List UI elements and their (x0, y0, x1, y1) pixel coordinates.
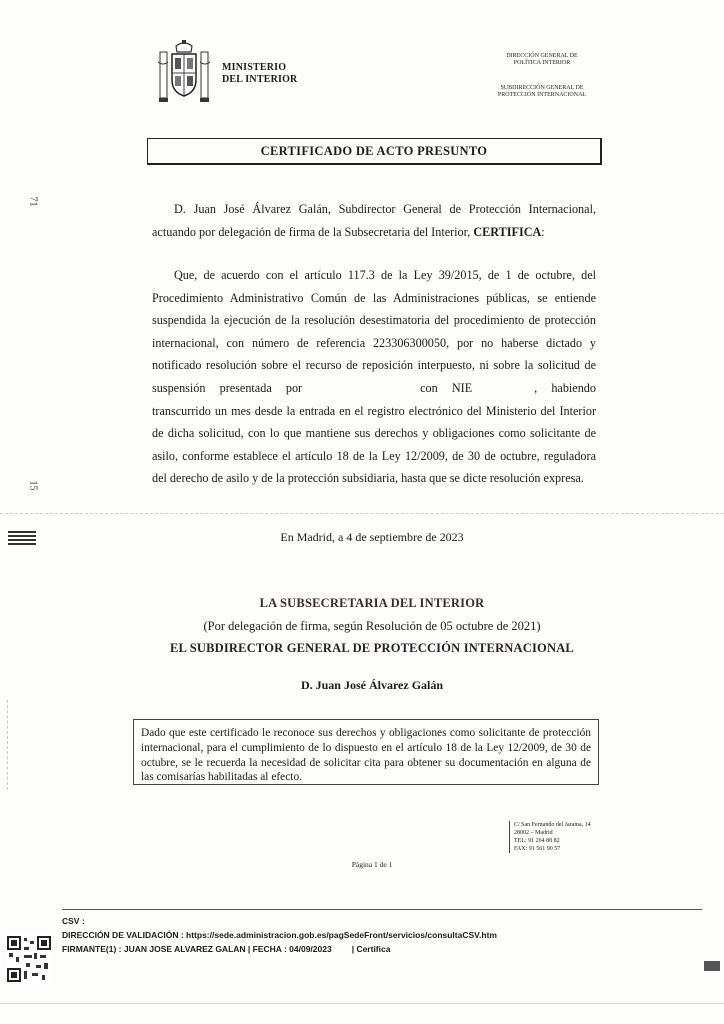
address-line-3: TEL: 91 264 88 82 (514, 838, 560, 844)
footer-divider (62, 909, 702, 910)
certify-bold: CERTIFICA (473, 224, 542, 239)
body-part-3: , habiendo transcurrido un mes desde la entrada en el registro electrónico del Ministerio del Interior de dicha solicitud, con lo que mantiene sus derechos y obligaciones como solicitante de asilo, conforme establece el artículo 18 de la Ley 12/2009, de 30 de octubre, reguladora del derecho de asilo y de la protección subsidiaria, hasta que se dicte resolución expresa. (152, 380, 596, 486)
fold-line (0, 513, 724, 514)
sg-line-1: SUBDIRECCIÓN GENERAL DE (500, 85, 584, 91)
coat-of-arms-icon (158, 40, 210, 106)
subdirectorate-general (482, 85, 602, 99)
address-block (509, 821, 591, 853)
footer-validation (62, 914, 497, 956)
issue-date: En Madrid, a 4 de septiembre de 2023 (280, 530, 464, 544)
dg-line-2: POLÍTICA INTERIOR (513, 60, 571, 66)
validation-link[interactable]: DIRECCIÓN DE VALIDACIÓN : https://sede.administracion.gob.es/pagSedeFront/servicios/consultaCSV.htm (62, 930, 497, 940)
address-line-2: 28002 – Madrid (514, 830, 553, 836)
dg-line-1: DIRECCIÓN GENERAL DE (506, 53, 578, 59)
signer-text: FIRMANTE(1) : JUAN JOSE ALVAREZ GALAN | FECHA : 04/09/2023 (62, 944, 332, 954)
body-paragraph (152, 264, 596, 490)
document-title: CERTIFICADO DE ACTO PRESUNTO (147, 138, 602, 165)
signer-name: D. Juan José Álvarez Galán (300, 678, 444, 692)
notice-box: Dado que este certificado le reconoce sus derechos y obligaciones como solicitante de protección internacional, para el cumplimiento de lo dispuesto en el artículo 18 de la Ley 12/2009, de 30 de octubre, se le recuerda la necesidad de solicitar cita para obtener su documentación en alguna de las comisarías habilitadas al efecto. (133, 719, 599, 785)
signer-info (62, 942, 497, 956)
address-line-4: FAX: 91 561 90 57 (514, 846, 561, 852)
ministry-line-1: MINISTERIO (222, 62, 287, 73)
signature-delegation: (Por delegación de firma, según Resolución de 05 octubre de 2021) (203, 619, 541, 633)
scanner-mark (704, 961, 720, 971)
address-line-1: C/ San Fernando del Jarama, 14 (514, 822, 591, 828)
sg-line-2: PROTECCIÓN INTERNACIONAL (497, 92, 587, 98)
certify-end: : (541, 224, 545, 239)
csv-label: CSV : (62, 916, 85, 926)
directorate-general (482, 53, 602, 67)
margin-mark-71: 71 (27, 196, 39, 207)
signature-authority: LA SUBSECRETARIA DEL INTERIOR (259, 596, 485, 610)
certifica-label: | Certifica (351, 944, 391, 954)
qr-code-icon (6, 935, 52, 983)
bottom-edge-line (0, 1003, 724, 1004)
body-part-1: Que, de acuerdo con el artículo 117.3 de la Ley 39/2015, de 1 de octubre, del Procedimiento Administrativo Común de las Administraciones públicas, se entiende suspendida la ejecución de la resolución desestimatoria del procedimiento de protección internacional, con número de referencia 223306300050, por no haberse dictado y notificado resolución sobre el recurso de reposición interpuesto, ni sobre la solicitud de suspensión presentada por (152, 268, 596, 395)
margin-line (7, 700, 8, 790)
body-part-2: con NIE (420, 380, 473, 395)
certify-paragraph (152, 198, 596, 243)
ministry-line-2: DEL INTERIOR (222, 74, 298, 85)
certify-text: D. Juan José Álvarez Galán, Subdirector General de Protección Internacional, actuando por delegación de firma de la Subsecretaria del Interior, (152, 202, 596, 239)
page-number: Página 1 de 1 (351, 860, 393, 869)
signature-role: EL SUBDIRECTOR GENERAL DE PROTECCIÓN INTERNACIONAL (170, 641, 574, 655)
margin-mark-15: 15 (27, 480, 39, 491)
ministry-name (222, 62, 297, 86)
